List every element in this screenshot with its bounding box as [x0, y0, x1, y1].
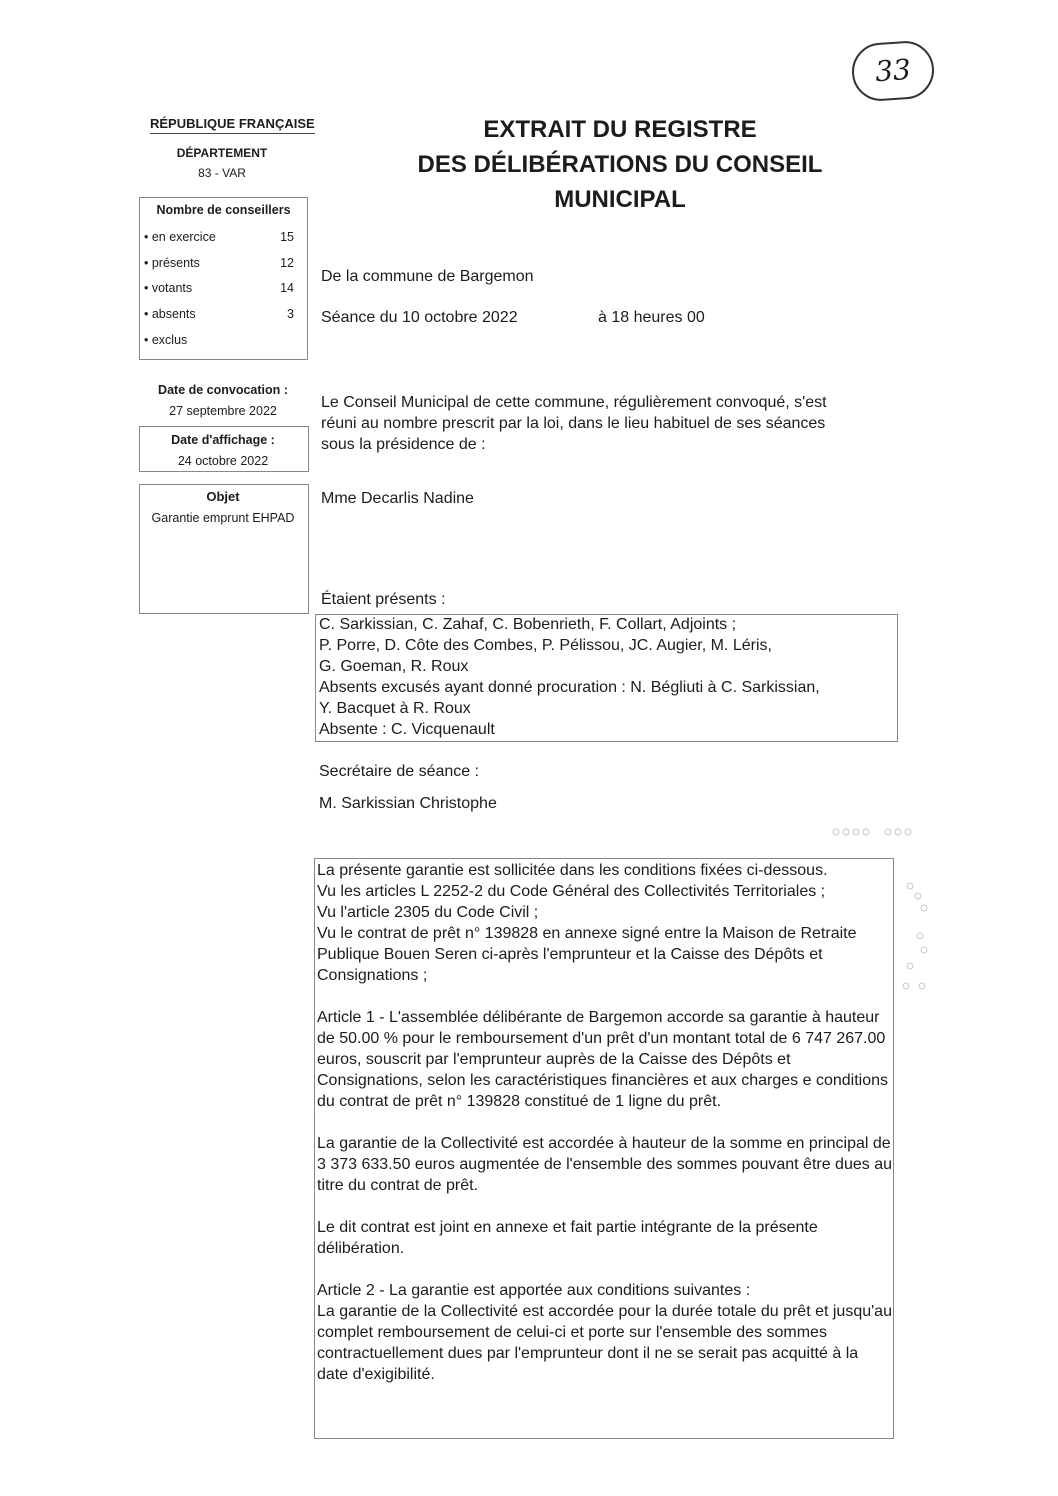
- title-line: MUNICIPAL: [554, 186, 686, 213]
- departement-label: DÉPARTEMENT: [176, 146, 268, 160]
- row-value: 15: [280, 230, 294, 244]
- departement-code: 83 - VAR: [198, 166, 246, 180]
- deliberation-paragraph: La garantie de la Collectivité est accordée à hauteur de la somme en principal de 3 373 633.50 euros augmentée de l'ensemble des sommes pouvant être dues au titre du contrat de prêt.: [317, 1135, 892, 1194]
- row-value: 3: [287, 307, 294, 321]
- deliberation-text: [317, 860, 893, 1406]
- presents-list: [319, 614, 820, 740]
- seance-heure: à 18 heures 00: [598, 309, 705, 326]
- conseillers-row: [144, 256, 294, 270]
- conseillers-row: [144, 307, 294, 321]
- row-label: • exclus: [144, 333, 188, 347]
- row-label: • présents: [144, 256, 200, 270]
- presents-line: C. Sarkissian, C. Zahaf, C. Bobenrieth, F. Collart, Adjoints ;: [319, 616, 737, 633]
- row-label: • en exercice: [144, 230, 216, 244]
- deliberation-paragraph: Le dit contrat est joint en annexe et fait partie intégrante de la présente délibération.: [317, 1219, 818, 1257]
- convocation-label: Date de convocation :: [158, 383, 288, 397]
- row-label: • votants: [144, 281, 193, 295]
- objet-label: Objet: [206, 489, 240, 504]
- presents-line: Y. Bacquet à R. Roux: [319, 700, 471, 717]
- row-label: • absents: [144, 307, 196, 321]
- intro-line: réuni au nombre prescrit par la loi, dans le lieu habituel de ses séances: [321, 415, 826, 432]
- conseillers-row: [144, 281, 294, 295]
- affichage-block: [140, 430, 306, 472]
- title-line: DES DÉLIBÉRATIONS DU CONSEIL: [417, 151, 823, 178]
- presents-line: Absents excusés ayant donné procuration : N. Bégliuti à C. Sarkissian,: [319, 679, 820, 696]
- deliberation-paragraph: La présente garantie est sollicitée dans les conditions fixées ci-dessous. Vu les articles L 2252-2 du Code Général des Collectivités Territoriales ; Vu l'article 2305 du Code Civil ; Vu le contrat de prêt n° 139828 en annexe signé entre la Maison de Retraite Publique Bouen Seren ci-après l'emprunteur et la Caisse des Dépôts et Consignations ;: [317, 862, 857, 984]
- conseillers-row: [144, 230, 294, 244]
- conseillers-row: [144, 333, 294, 347]
- seance-date: Séance du 10 octobre 2022: [321, 309, 518, 326]
- intro-paragraph: [321, 392, 827, 455]
- convocation-block: [140, 380, 306, 422]
- affichage-label: Date d'affichage :: [171, 433, 275, 447]
- conseillers-heading: Nombre de conseillers: [156, 203, 291, 217]
- affichage-date: 24 octobre 2022: [177, 454, 269, 468]
- commune-line: De la commune de Bargemon: [321, 268, 534, 285]
- president-name: Mme Decarlis Nadine: [321, 490, 474, 507]
- objet-value: Garantie emprunt EHPAD: [151, 511, 295, 525]
- republique-label: RÉPUBLIQUE FRANÇAISE: [150, 116, 315, 134]
- deliberation-paragraph: Article 2 - La garantie est apportée aux conditions suivantes : La garantie de la Collectivité est accordée pour la durée totale du prêt et jusqu'au complet remboursement de celui-ci et porte sur l'ensemble des sommes contractuellement dues par l'emprunteur dont il ne se serait pas acquitté à la date d'exigibilité.: [317, 1282, 892, 1383]
- document-title: [380, 112, 860, 217]
- convocation-date: 27 septembre 2022: [169, 404, 277, 418]
- presents-label: Étaient présents :: [321, 591, 446, 608]
- presents-line: G. Goeman, R. Roux: [319, 658, 469, 675]
- presents-line: Absente : C. Vicquenault: [319, 721, 495, 738]
- secretaire-name: M. Sarkissian Christophe: [319, 795, 497, 812]
- intro-line: Le Conseil Municipal de cette commune, régulièrement convoqué, s'est: [321, 394, 827, 411]
- intro-line: sous la présidence de :: [321, 436, 486, 453]
- deliberation-paragraph: Article 1 - L'assemblée délibérante de Bargemon accorde sa garantie à hauteur de 50.00 % pour le remboursement d'un prêt d'un montant total de 6 747 267.00 euros, souscrit par l'emprunteur auprès de la Caisse des Dépôts et Consignations, selon les caractéristiques financières et aux charges e conditions du contrat de prêt n° 139828 constitué de 1 ligne du prêt.: [317, 1009, 888, 1110]
- presents-line: P. Porre, D. Côte des Combes, P. Pélissou, JC. Augier, M. Léris,: [319, 637, 772, 654]
- title-line: EXTRAIT DU REGISTRE: [483, 116, 757, 143]
- row-value: 12: [280, 256, 294, 270]
- page-number-annotation: 33: [850, 39, 936, 103]
- secretaire-label: Secrétaire de séance :: [319, 763, 480, 780]
- row-value: 14: [280, 281, 294, 295]
